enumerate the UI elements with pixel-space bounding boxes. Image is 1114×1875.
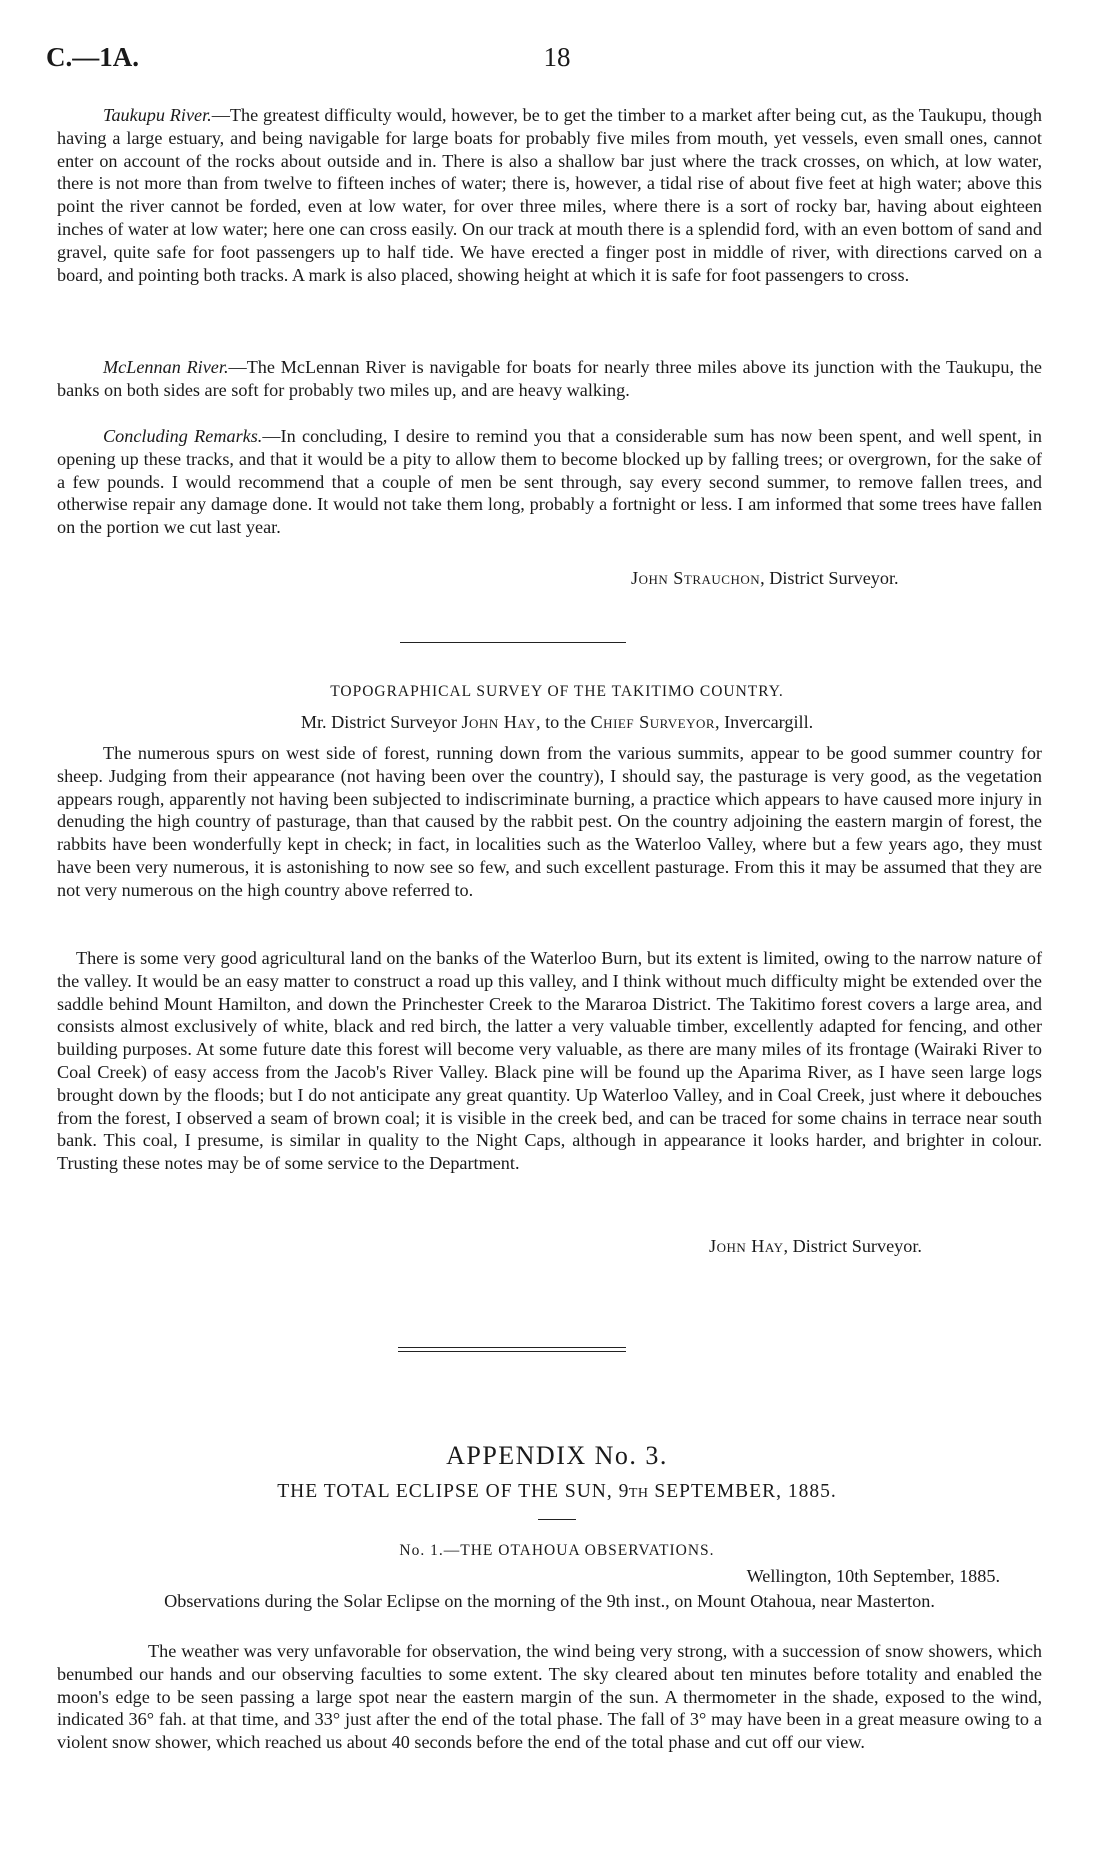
subtitle-prefix: Mr. District Surveyor [300,712,462,732]
mclennan-heading: McLennan River. [103,357,229,377]
page-number: 18 [543,42,571,72]
signature-name: John Hay [709,1236,784,1256]
signature-name: John Strauchon [631,568,761,588]
mclennan-text: —The McLennan River is navigable for boats for nearly three miles above its junction with the Taukupu, the banks on both sides are soft for probably two miles up, and are heavy walking. [57,357,1042,400]
eclipse-title-part-a: THE TOTAL ECLIPSE OF THE SUN, [277,1481,619,1502]
hay-signature [709,1236,922,1257]
appendix-title: APPENDIX No. 3. [446,1441,668,1470]
mclennan-river-paragraph [57,356,1042,402]
document-reference: C.—1A. [46,42,139,72]
eclipse-title-date: 9th [618,1481,649,1502]
concluding-remarks-paragraph [57,425,1042,539]
strauchon-signature [631,568,899,589]
taukupu-heading: Taukupu River. [103,105,212,125]
eclipse-title-part-c: SEPTEMBER, 1885. [648,1481,837,1502]
signature-title: , District Surveyor. [760,568,899,588]
takitimo-subtitle [0,712,1114,733]
title-divider [538,1519,576,1520]
taukupu-river-paragraph [57,104,1042,286]
takitimo-paragraph-1: The numerous spurs on west side of forest, running down from the various summits, appear to be good summer country for sheep. Judging from their appearance (not having been over the country), I should say, the pasturage is very good, as the vegetation appears rough, apparently not having been subjected to indiscriminate burning, a practice which appears to have caused more injury in denuding the high country of pasturage, than that caused by the rabbit pest. On the country adjoining the eastern margin of forest, the rabbits have been wonderfully kept in check; in fact, in localities such as the Waterloo Valley, where but a few years ago, they must have been very numerous, it is astonishing to now see so few, and such excellent pasturage. From this it may be assumed that they are not very numerous on the high country above referred to. [57,743,1042,900]
concluding-text: —In concluding, I desire to remind you that a considerable sum has now been spent, and well spent, in opening up these tracks, and that it would be a pity to allow them to become blocked up by falling trees; or overgrown, for the sake of a few pounds. I would recommend that a couple of men be sent through, say every second summer, to remove fallen trees, and otherwise repair any damage done. It would not take them long, probably a fortnight or less. I am informed that some trees have fallen on the portion we cut last year. [57,426,1042,538]
taukupu-text: —The greatest difficulty would, however, be to get the timber to a market after being cut, as the Taukupu, though having a large estuary, and being navigable for large boats for probably five miles from mouth, yet vessels, even small ones, cannot enter on account of the rocks about outside and in. There is also a shallow bar just where the track crosses, on which, at low water, there is not more than from twelve to fifteen inches of water; there is, however, a tidal rise of about five feet at high water; above this point the river cannot be forded, even at low water, for over three miles, where there is a sort of rocky bar, having about eighteen inches of water at low water; here one can cross easily. On our track at mouth there is a splendid ford, with an even bottom of sand and gravel, quite safe for foot passengers up to half tide. We have erected a finger post in middle of river, with directions carved on a board, and pointing both tracks. A mark is also placed, showing height at which it is safe for foot passengers to cross. [57,105,1042,285]
observations-intro: Observations during the Solar Eclipse on the morning of the 9th inst., on Mount Otahoua, near Masterton. [164,1591,935,1611]
takitimo-paragraph-2: There is some very good agricultural land on the banks of the Waterloo Burn, but its extent is limited, owing to the narrow nature of the valley. It would be an easy matter to construct a road up this valley, and I think without much difficulty might be extended over the saddle behind Mount Hamilton, and down the Princhester Creek to the Mararoa District. The Takitimo forest covers a large area, and consists almost exclusively of white, black and red birch, the latter a very valuable timber, excellently adapted for fencing, and other building purposes. At some future date this forest will become very valuable, as there are many miles of its frontage (Wairaki River to Coal Creek) of easy access from the Jacob's River Valley. Black pine will be found up the Aparima River, as I have seen large logs brought down by the floods; but I do not anticipate any great quantity. Up Waterloo Valley, and in Coal Creek, just where it debouches from the forest, I observed a seam of brown coal; it is visible in the creek bed, and can be traced for some chains in terrace near south bank. This coal, I presume, is similar in quality to the Night Caps, although in appearance it looks harder, and brighter in colour. Trusting these notes may be of some service to the Department. [57,948,1042,1174]
observations-title: No. 1.—THE OTAHOUA OBSERVATIONS. [399,1542,715,1559]
signature-title: , District Surveyor. [783,1236,922,1256]
subtitle-recipient: Chief Surveyor [590,712,716,732]
eclipse-title [0,1481,1114,1503]
section-divider [400,642,626,643]
subtitle-mid: , to the [535,712,591,732]
dateline: Wellington, 10th September, 1885. [746,1566,1000,1586]
concluding-heading: Concluding Remarks. [103,426,263,446]
observations-paragraph-1: The weather was very unfavorable for observation, the wind being very strong, with a succession of snow showers, which benumbed our hands and our observing faculties to some extent. The sky cleared about ten minutes before totality and enabled the moon's edge to be seen passing a large spot near the eastern margin of the sun. A thermometer in the shade, exposed to the wind, indicated 36° fah. at that time, and 33° just after the end of the total phase. The fall of 3° may have been in a great measure owing to a violent snow shower, which reached us about 40 seconds before the end of the total phase and cut off our view. [57,1641,1042,1753]
page-header [0,42,1114,78]
subtitle-suffix: , Invercargill. [715,712,814,732]
subtitle-name: John Hay [461,712,536,732]
appendix-divider [398,1347,626,1352]
takitimo-title: TOPOGRAPHICAL SURVEY OF THE TAKITIMO COUNTRY. [330,683,784,700]
